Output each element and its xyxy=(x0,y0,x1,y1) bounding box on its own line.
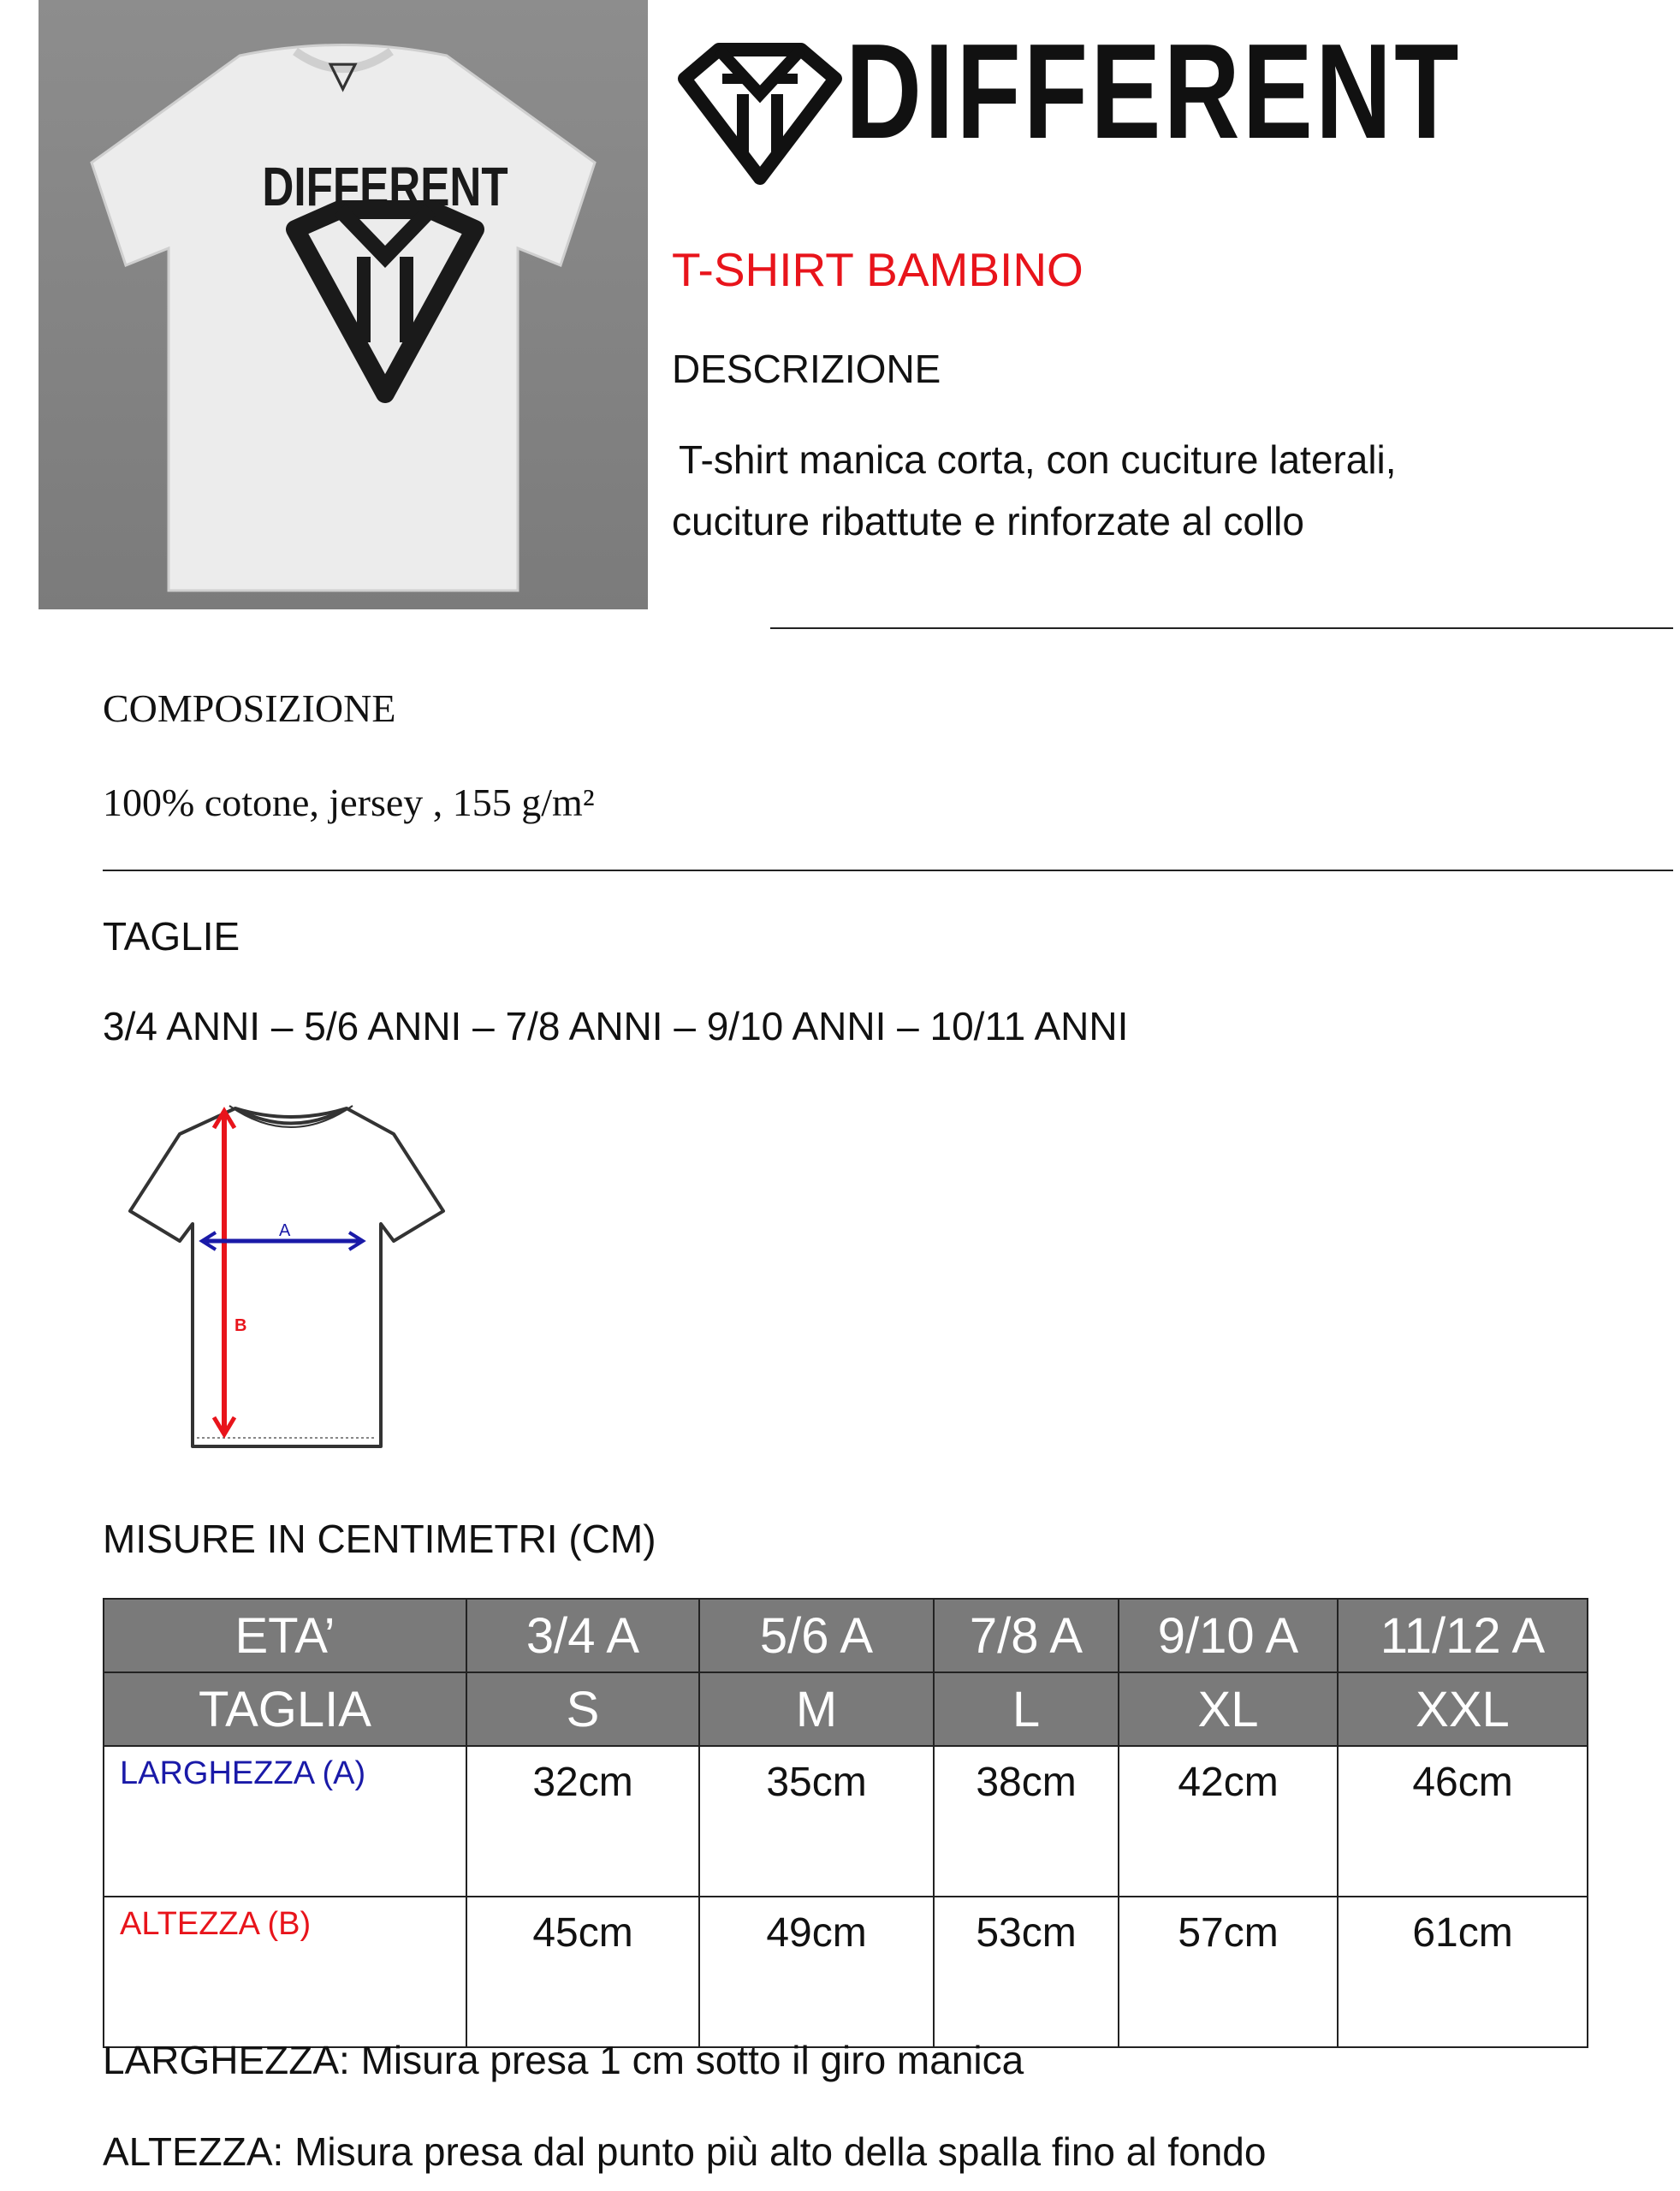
height-cell: 49cm xyxy=(699,1897,934,2047)
divider xyxy=(770,627,1673,629)
height-cell: 61cm xyxy=(1338,1897,1588,2047)
height-cell: 57cm xyxy=(1119,1897,1338,2047)
sizes-heading: TAGLIE xyxy=(103,914,240,959)
table-row-size xyxy=(104,1672,1588,1746)
composition-heading: COMPOSIZIONE xyxy=(103,686,396,730)
product-photo xyxy=(39,0,648,609)
size-table xyxy=(103,1598,1588,2048)
table-row-height xyxy=(104,1897,1588,2047)
label-a: A xyxy=(279,1221,291,1240)
row-label-width: LARGHEZZA (A) xyxy=(104,1746,466,1897)
age-cell: 3/4 A xyxy=(466,1599,699,1672)
shirt-print-text: DIFFERENT xyxy=(262,157,508,218)
composition-value: 100% cotone, jersey , 155 g/m² xyxy=(103,781,595,824)
tshirt-image xyxy=(39,0,648,609)
age-cell: 5/6 A xyxy=(699,1599,934,1672)
description-line: cuciture ribattute e rinforzate al collo xyxy=(672,499,1304,543)
table-row-age xyxy=(104,1599,1588,1672)
size-cell: XXL xyxy=(1338,1672,1588,1746)
description-line: T-shirt manica corta, con cuciture laterali, xyxy=(679,437,1397,482)
size-cell: L xyxy=(934,1672,1119,1746)
width-cell: 35cm xyxy=(699,1746,934,1897)
width-cell: 38cm xyxy=(934,1746,1119,1897)
width-cell: 46cm xyxy=(1338,1746,1588,1897)
width-cell: 32cm xyxy=(466,1746,699,1897)
size-cell: XL xyxy=(1119,1672,1338,1746)
height-cell: 45cm xyxy=(466,1897,699,2047)
size-cell: S xyxy=(466,1672,699,1746)
table-row-width xyxy=(104,1746,1588,1897)
row-label-age: ETA’ xyxy=(104,1599,466,1672)
description-heading: DESCRIZIONE xyxy=(672,347,941,391)
divider xyxy=(103,870,1673,871)
measurement-diagram xyxy=(120,1096,462,1455)
measurements-heading: MISURE IN CENTIMETRI (CM) xyxy=(103,1517,656,1561)
brand-logo-icon xyxy=(674,34,846,188)
width-cell: 42cm xyxy=(1119,1746,1338,1897)
height-cell: 53cm xyxy=(934,1897,1119,2047)
age-cell: 7/8 A xyxy=(934,1599,1119,1672)
row-label-size: TAGLIA xyxy=(104,1672,466,1746)
brand-name: DIFFERENT xyxy=(846,16,1462,167)
tshirt-outline-icon xyxy=(130,1108,443,1446)
age-cell: 9/10 A xyxy=(1119,1599,1338,1672)
label-b: B xyxy=(234,1316,247,1335)
age-cell: 11/12 A xyxy=(1338,1599,1588,1672)
height-note: ALTEZZA: Misura presa dal punto più alto della spalla fino al fondo xyxy=(103,2129,1267,2174)
sizes-value: 3/4 ANNI – 5/6 ANNI – 7/8 ANNI – 9/10 ANNI – 10/11 ANNI xyxy=(103,1004,1129,1048)
size-cell: M xyxy=(699,1672,934,1746)
row-label-height: ALTEZZA (B) xyxy=(104,1897,466,2047)
width-note: LARGHEZZA: Misura presa 1 cm sotto il giro manica xyxy=(103,2038,1024,2082)
product-title: T-SHIRT BAMBINO xyxy=(672,243,1083,296)
